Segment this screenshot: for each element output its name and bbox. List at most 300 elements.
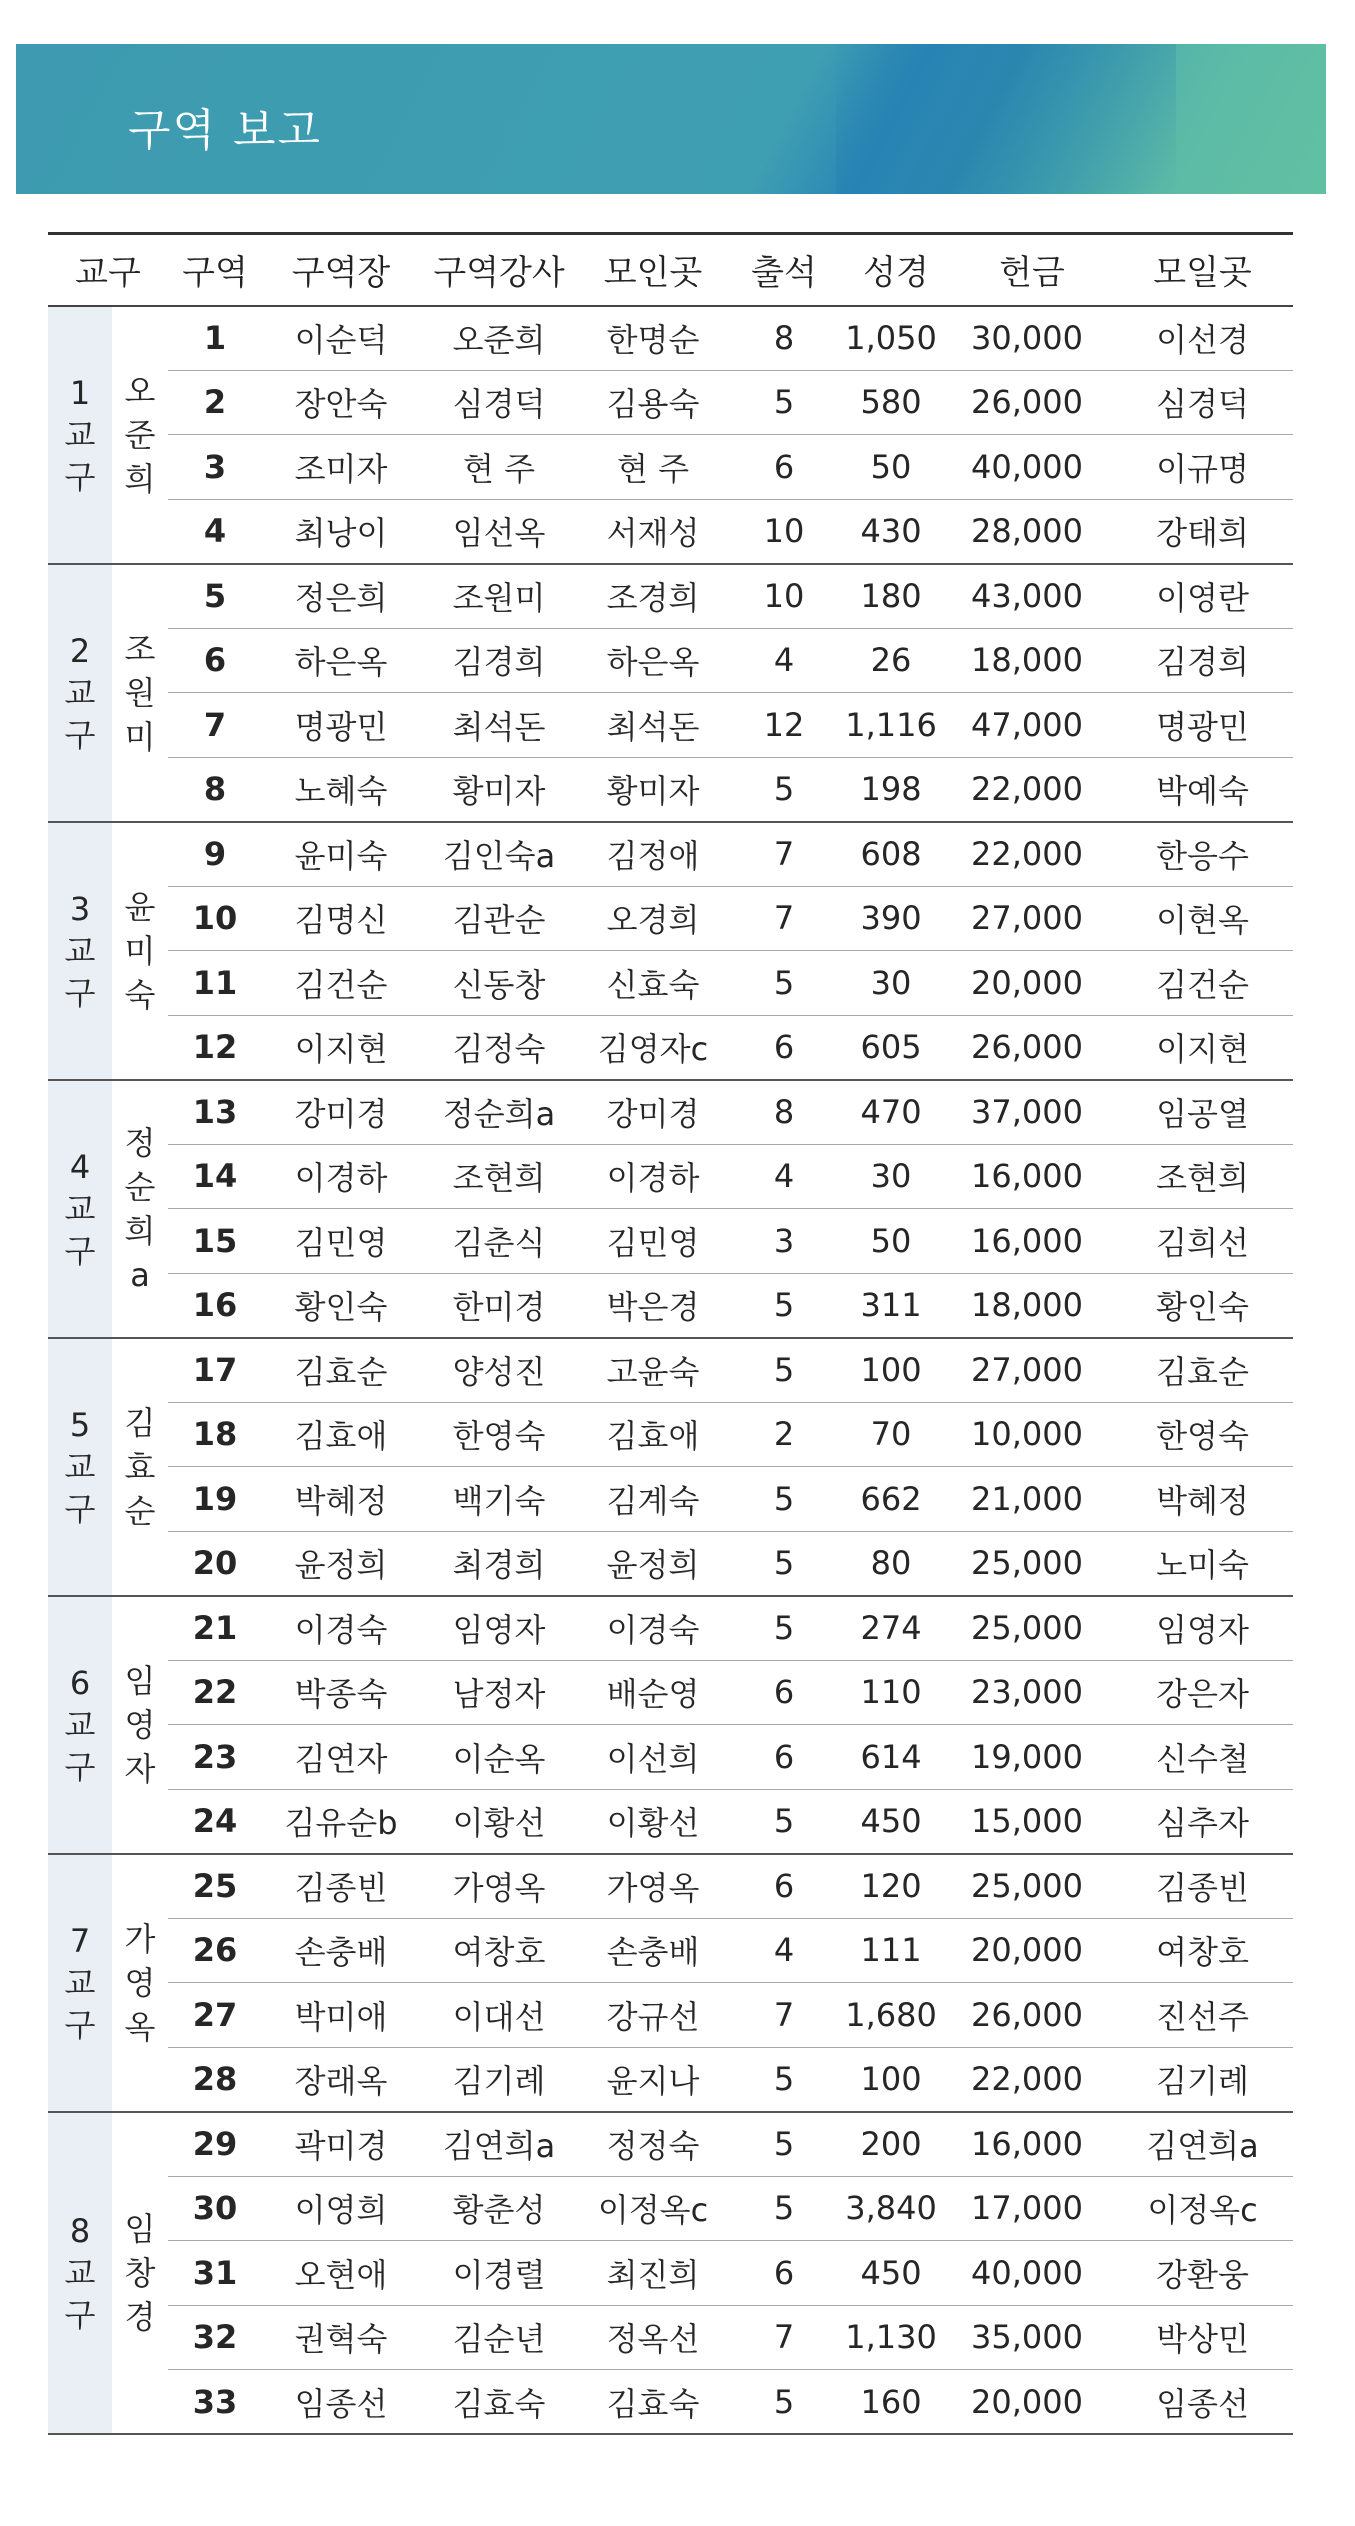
parish-label: 5교구 [64, 1405, 96, 1528]
cell-offering: 20,000 [952, 1918, 1112, 1983]
cell-next-meeting-place: 이현옥 [1112, 886, 1293, 951]
cell-attendance: 10 [728, 499, 840, 564]
cell-bible-count: 614 [840, 1725, 952, 1790]
cell-next-meeting-place: 이선경 [1112, 306, 1293, 371]
cell-meeting-place: 손충배 [578, 1918, 728, 1983]
parish-leader-cell [112, 1596, 168, 1854]
cell-attendance: 5 [728, 1531, 840, 1596]
table-row [48, 435, 1293, 500]
cell-district-number: 27 [168, 1983, 262, 2048]
cell-district-number: 30 [168, 2176, 262, 2241]
cell-bible-count: 605 [840, 1015, 952, 1080]
cell-attendance: 5 [728, 370, 840, 435]
table-row [48, 1531, 1293, 1596]
cell-meeting-place: 김영자c [578, 1015, 728, 1080]
table-row [48, 2241, 1293, 2306]
cell-bible-count: 110 [840, 1660, 952, 1725]
cell-district-number: 29 [168, 2112, 262, 2177]
cell-offering: 20,000 [952, 951, 1112, 1016]
parish-label: 7교구 [64, 1921, 96, 2044]
cell-meeting-place: 오경희 [578, 886, 728, 951]
cell-bible-count: 662 [840, 1467, 952, 1532]
cell-district-teacher: 백기숙 [420, 1467, 578, 1532]
parish-leader-cell [112, 2112, 168, 2435]
cell-attendance: 5 [728, 1273, 840, 1338]
cell-offering: 21,000 [952, 1467, 1112, 1532]
cell-bible-count: 274 [840, 1596, 952, 1661]
cell-district-leader: 이순덕 [262, 306, 420, 371]
cell-district-leader: 장래옥 [262, 2047, 420, 2112]
table-row [48, 1725, 1293, 1790]
cell-next-meeting-place: 한응수 [1112, 822, 1293, 887]
parish-leader-name: 윤미숙 [124, 887, 156, 1014]
cell-district-number: 18 [168, 1402, 262, 1467]
cell-attendance: 4 [728, 628, 840, 693]
cell-offering: 22,000 [952, 822, 1112, 887]
cell-meeting-place: 박은경 [578, 1273, 728, 1338]
cell-bible-count: 470 [840, 1080, 952, 1145]
cell-district-teacher: 조원미 [420, 564, 578, 629]
cell-offering: 25,000 [952, 1596, 1112, 1661]
section-banner [16, 44, 1326, 194]
cell-district-teacher: 김순년 [420, 2305, 578, 2370]
cell-district-leader: 김유순b [262, 1789, 420, 1854]
cell-offering: 37,000 [952, 1080, 1112, 1145]
cell-next-meeting-place: 김연희a [1112, 2112, 1293, 2177]
parish-cell [48, 2112, 112, 2435]
cell-offering: 40,000 [952, 435, 1112, 500]
cell-meeting-place: 하은옥 [578, 628, 728, 693]
cell-district-number: 23 [168, 1725, 262, 1790]
cell-meeting-place: 가영옥 [578, 1854, 728, 1919]
cell-next-meeting-place: 강은자 [1112, 1660, 1293, 1725]
cell-meeting-place: 이정옥c [578, 2176, 728, 2241]
table-row [48, 1273, 1293, 1338]
cell-district-leader: 김연자 [262, 1725, 420, 1790]
cell-bible-count: 390 [840, 886, 952, 951]
cell-bible-count: 30 [840, 951, 952, 1016]
cell-district-leader: 윤미숙 [262, 822, 420, 887]
cell-district-number: 6 [168, 628, 262, 693]
cell-bible-count: 1,680 [840, 1983, 952, 2048]
cell-next-meeting-place: 이정옥c [1112, 2176, 1293, 2241]
cell-meeting-place: 황미자 [578, 757, 728, 822]
cell-district-teacher: 이대선 [420, 1983, 578, 2048]
cell-attendance: 6 [728, 1854, 840, 1919]
cell-attendance: 7 [728, 886, 840, 951]
cell-attendance: 8 [728, 306, 840, 371]
cell-bible-count: 50 [840, 435, 952, 500]
parish-cell [48, 822, 112, 1080]
parish-cell [48, 1854, 112, 2112]
cell-district-leader: 박혜정 [262, 1467, 420, 1532]
cell-district-leader: 장안숙 [262, 370, 420, 435]
header-bible: 성경 [840, 234, 952, 306]
cell-meeting-place: 김용숙 [578, 370, 728, 435]
cell-district-number: 25 [168, 1854, 262, 1919]
cell-district-number: 5 [168, 564, 262, 629]
cell-meeting-place: 김계숙 [578, 1467, 728, 1532]
cell-meeting-place: 배순영 [578, 1660, 728, 1725]
cell-offering: 20,000 [952, 2370, 1112, 2435]
cell-offering: 19,000 [952, 1725, 1112, 1790]
cell-district-teacher: 김기례 [420, 2047, 578, 2112]
cell-attendance: 6 [728, 1015, 840, 1080]
cell-bible-count: 100 [840, 2047, 952, 2112]
cell-offering: 18,000 [952, 628, 1112, 693]
parish-leader-cell [112, 564, 168, 822]
cell-district-number: 4 [168, 499, 262, 564]
cell-offering: 27,000 [952, 1338, 1112, 1403]
table-row [48, 370, 1293, 435]
cell-district-leader: 김효순 [262, 1338, 420, 1403]
cell-bible-count: 450 [840, 1789, 952, 1854]
cell-meeting-place: 김효숙 [578, 2370, 728, 2435]
cell-next-meeting-place: 심경덕 [1112, 370, 1293, 435]
parish-leader-cell [112, 822, 168, 1080]
cell-bible-count: 26 [840, 628, 952, 693]
parish-label: 3교구 [64, 889, 96, 1012]
table-body [48, 306, 1293, 2435]
cell-attendance: 5 [728, 1338, 840, 1403]
header-parish: 교구 [48, 234, 168, 306]
cell-district-leader: 윤정희 [262, 1531, 420, 1596]
cell-meeting-place: 이경숙 [578, 1596, 728, 1661]
banner-accent-stripe [836, 44, 1176, 194]
table-row [48, 2176, 1293, 2241]
cell-offering: 26,000 [952, 370, 1112, 435]
cell-next-meeting-place: 이지현 [1112, 1015, 1293, 1080]
cell-district-teacher: 최석돈 [420, 693, 578, 758]
cell-attendance: 6 [728, 1660, 840, 1725]
cell-meeting-place: 현 주 [578, 435, 728, 500]
cell-district-teacher: 김연희a [420, 2112, 578, 2177]
cell-attendance: 8 [728, 1080, 840, 1145]
parish-leader-cell [112, 1338, 168, 1596]
parish-label: 4교구 [64, 1147, 96, 1270]
cell-next-meeting-place: 임공열 [1112, 1080, 1293, 1145]
cell-attendance: 7 [728, 1983, 840, 2048]
cell-next-meeting-place: 이규명 [1112, 435, 1293, 500]
table-row [48, 499, 1293, 564]
cell-district-leader: 이지현 [262, 1015, 420, 1080]
cell-offering: 16,000 [952, 1209, 1112, 1274]
cell-next-meeting-place: 황인숙 [1112, 1273, 1293, 1338]
cell-attendance: 12 [728, 693, 840, 758]
cell-attendance: 5 [728, 2047, 840, 2112]
cell-next-meeting-place: 신수철 [1112, 1725, 1293, 1790]
cell-bible-count: 311 [840, 1273, 952, 1338]
cell-next-meeting-place: 이영란 [1112, 564, 1293, 629]
cell-next-meeting-place: 김종빈 [1112, 1854, 1293, 1919]
cell-district-teacher: 한미경 [420, 1273, 578, 1338]
parish-leader-name: 오준희 [124, 371, 156, 498]
cell-offering: 15,000 [952, 1789, 1112, 1854]
cell-district-teacher: 양성진 [420, 1338, 578, 1403]
table-row [48, 2047, 1293, 2112]
cell-attendance: 5 [728, 1789, 840, 1854]
parish-cell [48, 564, 112, 822]
parish-leader-name: 조원미 [124, 629, 156, 756]
cell-bible-count: 608 [840, 822, 952, 887]
table-row [48, 628, 1293, 693]
cell-bible-count: 100 [840, 1338, 952, 1403]
cell-district-teacher: 남정자 [420, 1660, 578, 1725]
cell-attendance: 5 [728, 1467, 840, 1532]
cell-attendance: 4 [728, 1918, 840, 1983]
parish-leader-name: 가영옥 [124, 1919, 156, 2046]
parish-label: 8교구 [64, 2211, 96, 2334]
parish-cell [48, 306, 112, 564]
cell-attendance: 3 [728, 1209, 840, 1274]
cell-attendance: 5 [728, 2112, 840, 2177]
cell-next-meeting-place: 진선주 [1112, 1983, 1293, 2048]
cell-district-number: 8 [168, 757, 262, 822]
table-row [48, 1338, 1293, 1403]
cell-district-leader: 최낭이 [262, 499, 420, 564]
cell-attendance: 7 [728, 822, 840, 887]
cell-district-number: 9 [168, 822, 262, 887]
cell-offering: 22,000 [952, 2047, 1112, 2112]
cell-district-number: 20 [168, 1531, 262, 1596]
cell-next-meeting-place: 임영자 [1112, 1596, 1293, 1661]
cell-district-teacher: 이경렬 [420, 2241, 578, 2306]
table-row [48, 1209, 1293, 1274]
cell-next-meeting-place: 김희선 [1112, 1209, 1293, 1274]
cell-next-meeting-place: 명광민 [1112, 693, 1293, 758]
cell-next-meeting-place: 박상민 [1112, 2305, 1293, 2370]
cell-district-number: 3 [168, 435, 262, 500]
cell-bible-count: 120 [840, 1854, 952, 1919]
cell-offering: 47,000 [952, 693, 1112, 758]
cell-bible-count: 450 [840, 2241, 952, 2306]
cell-bible-count: 160 [840, 2370, 952, 2435]
table-row [48, 1467, 1293, 1532]
cell-district-number: 26 [168, 1918, 262, 1983]
cell-district-number: 31 [168, 2241, 262, 2306]
cell-meeting-place: 신효숙 [578, 951, 728, 1016]
table-row [48, 1144, 1293, 1209]
table-row [48, 951, 1293, 1016]
cell-next-meeting-place: 강태희 [1112, 499, 1293, 564]
cell-next-meeting-place: 김건순 [1112, 951, 1293, 1016]
cell-district-leader: 김종빈 [262, 1854, 420, 1919]
cell-district-teacher: 임영자 [420, 1596, 578, 1661]
cell-district-number: 22 [168, 1660, 262, 1725]
cell-meeting-place: 고윤숙 [578, 1338, 728, 1403]
cell-offering: 28,000 [952, 499, 1112, 564]
cell-attendance: 6 [728, 1725, 840, 1790]
header-attendance: 출석 [728, 234, 840, 306]
parish-leader-cell [112, 1854, 168, 2112]
cell-attendance: 6 [728, 435, 840, 500]
cell-district-number: 10 [168, 886, 262, 951]
cell-district-number: 32 [168, 2305, 262, 2370]
cell-district-teacher: 오준희 [420, 306, 578, 371]
cell-meeting-place: 이선희 [578, 1725, 728, 1790]
header-offering: 헌금 [952, 234, 1112, 306]
cell-offering: 26,000 [952, 1015, 1112, 1080]
cell-meeting-place: 김민영 [578, 1209, 728, 1274]
parish-leader-name: 김효순 [124, 1403, 156, 1530]
cell-district-teacher: 황춘성 [420, 2176, 578, 2241]
cell-district-leader: 김효애 [262, 1402, 420, 1467]
cell-district-number: 2 [168, 370, 262, 435]
header-meeting-place: 모인곳 [578, 234, 728, 306]
cell-district-leader: 권혁숙 [262, 2305, 420, 2370]
cell-offering: 26,000 [952, 1983, 1112, 2048]
parish-leader-cell [112, 306, 168, 564]
cell-district-leader: 이경하 [262, 1144, 420, 1209]
cell-next-meeting-place: 임종선 [1112, 2370, 1293, 2435]
table-row [48, 1015, 1293, 1080]
cell-district-number: 19 [168, 1467, 262, 1532]
cell-district-number: 1 [168, 306, 262, 371]
table-row [48, 693, 1293, 758]
parish-cell [48, 1338, 112, 1596]
cell-district-leader: 김명신 [262, 886, 420, 951]
cell-offering: 23,000 [952, 1660, 1112, 1725]
cell-bible-count: 111 [840, 1918, 952, 1983]
cell-district-leader: 박미애 [262, 1983, 420, 2048]
cell-district-leader: 강미경 [262, 1080, 420, 1145]
cell-offering: 35,000 [952, 2305, 1112, 2370]
cell-offering: 25,000 [952, 1854, 1112, 1919]
table-row [48, 2305, 1293, 2370]
cell-district-teacher: 조현희 [420, 1144, 578, 1209]
cell-next-meeting-place: 노미숙 [1112, 1531, 1293, 1596]
cell-bible-count: 200 [840, 2112, 952, 2177]
cell-bible-count: 430 [840, 499, 952, 564]
cell-attendance: 10 [728, 564, 840, 629]
parish-label: 1교구 [64, 373, 96, 496]
cell-district-leader: 임종선 [262, 2370, 420, 2435]
cell-district-teacher: 김춘식 [420, 1209, 578, 1274]
cell-district-teacher: 임선옥 [420, 499, 578, 564]
table-row [48, 1983, 1293, 2048]
cell-district-leader: 정은희 [262, 564, 420, 629]
cell-district-number: 17 [168, 1338, 262, 1403]
cell-bible-count: 3,840 [840, 2176, 952, 2241]
cell-meeting-place: 한명순 [578, 306, 728, 371]
table-row [48, 1080, 1293, 1145]
cell-next-meeting-place: 김경희 [1112, 628, 1293, 693]
table-row [48, 1596, 1293, 1661]
cell-district-number: 28 [168, 2047, 262, 2112]
cell-district-number: 21 [168, 1596, 262, 1661]
cell-meeting-place: 서재성 [578, 499, 728, 564]
cell-meeting-place: 조경희 [578, 564, 728, 629]
cell-district-teacher: 김인숙a [420, 822, 578, 887]
parish-leader-name: 임창경 [124, 2209, 156, 2336]
cell-attendance: 6 [728, 2241, 840, 2306]
cell-district-teacher: 황미자 [420, 757, 578, 822]
parish-cell [48, 1080, 112, 1338]
cell-next-meeting-place: 박예숙 [1112, 757, 1293, 822]
parish-cell [48, 1596, 112, 1854]
cell-offering: 43,000 [952, 564, 1112, 629]
table-row [48, 2370, 1293, 2435]
cell-district-teacher: 김효숙 [420, 2370, 578, 2435]
table-row [48, 886, 1293, 951]
cell-meeting-place: 김정애 [578, 822, 728, 887]
cell-district-number: 13 [168, 1080, 262, 1145]
cell-district-leader: 명광민 [262, 693, 420, 758]
cell-attendance: 4 [728, 1144, 840, 1209]
table-row [48, 306, 1293, 371]
cell-meeting-place: 윤정희 [578, 1531, 728, 1596]
district-report-table [48, 232, 1293, 2435]
cell-next-meeting-place: 여창호 [1112, 1918, 1293, 1983]
cell-district-number: 33 [168, 2370, 262, 2435]
cell-district-teacher: 이황선 [420, 1789, 578, 1854]
cell-district-number: 24 [168, 1789, 262, 1854]
table-row [48, 757, 1293, 822]
cell-next-meeting-place: 심추자 [1112, 1789, 1293, 1854]
cell-district-number: 12 [168, 1015, 262, 1080]
cell-district-leader: 손충배 [262, 1918, 420, 1983]
cell-meeting-place: 강규선 [578, 1983, 728, 2048]
cell-meeting-place: 윤지나 [578, 2047, 728, 2112]
cell-district-leader: 이영희 [262, 2176, 420, 2241]
table-row [48, 1660, 1293, 1725]
table-row [48, 822, 1293, 887]
cell-offering: 17,000 [952, 2176, 1112, 2241]
cell-district-leader: 김민영 [262, 1209, 420, 1274]
cell-bible-count: 1,116 [840, 693, 952, 758]
header-district: 구역 [168, 234, 262, 306]
cell-district-leader: 박종숙 [262, 1660, 420, 1725]
table-row [48, 564, 1293, 629]
cell-meeting-place: 정정숙 [578, 2112, 728, 2177]
parish-leader-cell [112, 1080, 168, 1338]
cell-meeting-place: 최석돈 [578, 693, 728, 758]
cell-district-teacher: 정순희a [420, 1080, 578, 1145]
cell-meeting-place: 김효애 [578, 1402, 728, 1467]
cell-district-leader: 오현애 [262, 2241, 420, 2306]
cell-meeting-place: 강미경 [578, 1080, 728, 1145]
cell-district-leader: 이경숙 [262, 1596, 420, 1661]
cell-bible-count: 1,130 [840, 2305, 952, 2370]
parish-label: 2교구 [64, 631, 96, 754]
cell-offering: 18,000 [952, 1273, 1112, 1338]
cell-meeting-place: 이황선 [578, 1789, 728, 1854]
cell-next-meeting-place: 강환웅 [1112, 2241, 1293, 2306]
cell-bible-count: 30 [840, 1144, 952, 1209]
header-next-meeting-place: 모일곳 [1112, 234, 1293, 306]
cell-next-meeting-place: 김효순 [1112, 1338, 1293, 1403]
table-row [48, 1854, 1293, 1919]
cell-district-number: 11 [168, 951, 262, 1016]
cell-district-teacher: 가영옥 [420, 1854, 578, 1919]
cell-district-teacher: 김경희 [420, 628, 578, 693]
table-header-row [48, 234, 1293, 306]
cell-district-teacher: 여창호 [420, 1918, 578, 1983]
cell-offering: 27,000 [952, 886, 1112, 951]
header-district-teacher: 구역강사 [420, 234, 578, 306]
table-row [48, 2112, 1293, 2177]
cell-district-number: 14 [168, 1144, 262, 1209]
cell-district-teacher: 한영숙 [420, 1402, 578, 1467]
parish-leader-name: 정순희a [124, 1123, 156, 1294]
cell-district-leader: 김건순 [262, 951, 420, 1016]
cell-district-leader: 황인숙 [262, 1273, 420, 1338]
cell-next-meeting-place: 김기례 [1112, 2047, 1293, 2112]
cell-district-leader: 하은옥 [262, 628, 420, 693]
cell-district-teacher: 최경희 [420, 1531, 578, 1596]
cell-next-meeting-place: 조현희 [1112, 1144, 1293, 1209]
cell-district-teacher: 신동창 [420, 951, 578, 1016]
